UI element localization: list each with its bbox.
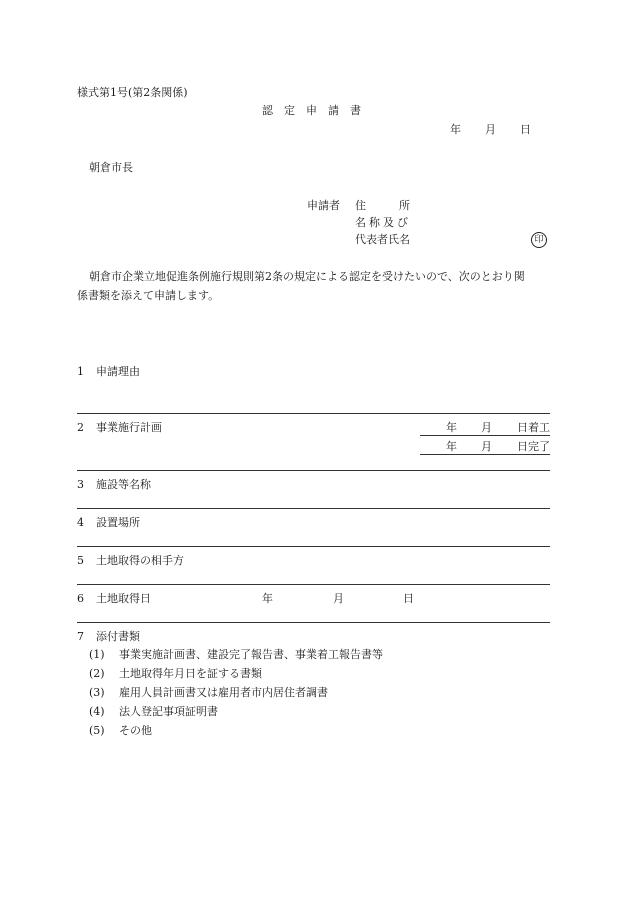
item-3-number: 3 bbox=[77, 478, 84, 491]
form-number: 様式第1号(第2条関係) bbox=[77, 86, 188, 99]
item-5-rule bbox=[77, 584, 550, 585]
land-acquisition-year-label: 年 bbox=[262, 592, 273, 605]
attachment-1-text: 事業実施計画書、建設完了報告書、事業着工報告書等 bbox=[119, 648, 383, 661]
document-title: 認 定 申 請 書 bbox=[262, 104, 361, 117]
body-text-line-1: 朝倉市企業立地促進条例施行規則第2条の規定による認定を受けたいので、次のとおり関 bbox=[89, 270, 525, 283]
item-2-label: 事業施行計画 bbox=[96, 421, 162, 434]
date-year-label: 年 bbox=[450, 123, 461, 136]
attachment-4-text: 法人登記事項証明書 bbox=[119, 705, 218, 718]
attachment-5-text: その他 bbox=[119, 724, 152, 737]
attachment-3-number: (3) bbox=[89, 686, 105, 699]
address-label: 住 所 bbox=[355, 199, 410, 212]
attachment-2-number: (2) bbox=[89, 667, 105, 680]
date-day-label: 日 bbox=[520, 123, 531, 136]
addressee: 朝倉市長 bbox=[89, 161, 133, 174]
body-text-line-2: 係書類を添えて申請します。 bbox=[77, 289, 220, 302]
item-3-label: 施設等名称 bbox=[96, 478, 151, 491]
item-4-number: 4 bbox=[77, 516, 84, 529]
end-day-label: 日完了 bbox=[517, 440, 550, 453]
end-date-rule bbox=[420, 454, 550, 455]
end-month-label: 月 bbox=[481, 440, 492, 453]
seal-mark: 印 bbox=[531, 232, 547, 248]
attachment-5-number: (5) bbox=[89, 724, 105, 737]
item-6-rule bbox=[77, 622, 550, 623]
attachment-2-text: 土地取得年月日を証する書類 bbox=[119, 667, 262, 680]
item-1-rule bbox=[77, 413, 550, 414]
item-4-label: 設置場所 bbox=[96, 516, 140, 529]
land-acquisition-month-label: 月 bbox=[333, 592, 344, 605]
land-acquisition-day-label: 日 bbox=[403, 592, 414, 605]
item-7-label: 添付書類 bbox=[96, 630, 140, 643]
item-3-rule bbox=[77, 508, 550, 509]
item-2-rule bbox=[77, 470, 550, 471]
representative-name-label: 代表者氏名 bbox=[355, 233, 410, 246]
item-5-label: 土地取得の相手方 bbox=[96, 554, 184, 567]
item-5-number: 5 bbox=[77, 554, 84, 567]
start-day-label: 日着工 bbox=[517, 421, 550, 434]
end-year-label: 年 bbox=[446, 440, 457, 453]
item-6-number: 6 bbox=[77, 592, 84, 605]
item-7-number: 7 bbox=[77, 630, 84, 643]
attachment-3-text: 雇用人員計画書又は雇用者市内居住者調書 bbox=[119, 686, 328, 699]
company-name-label: 名称及び bbox=[355, 216, 411, 229]
item-4-rule bbox=[77, 546, 550, 547]
date-month-label: 月 bbox=[485, 123, 496, 136]
item-1-label: 申請理由 bbox=[96, 365, 140, 378]
start-year-label: 年 bbox=[446, 421, 457, 434]
item-6-label: 土地取得日 bbox=[96, 592, 151, 605]
attachment-1-number: (1) bbox=[89, 648, 105, 661]
applicant-label: 申請者 bbox=[307, 199, 340, 212]
attachment-4-number: (4) bbox=[89, 705, 105, 718]
start-month-label: 月 bbox=[481, 421, 492, 434]
start-date-rule bbox=[420, 435, 550, 436]
item-1-number: 1 bbox=[77, 365, 84, 378]
item-2-number: 2 bbox=[77, 421, 84, 434]
